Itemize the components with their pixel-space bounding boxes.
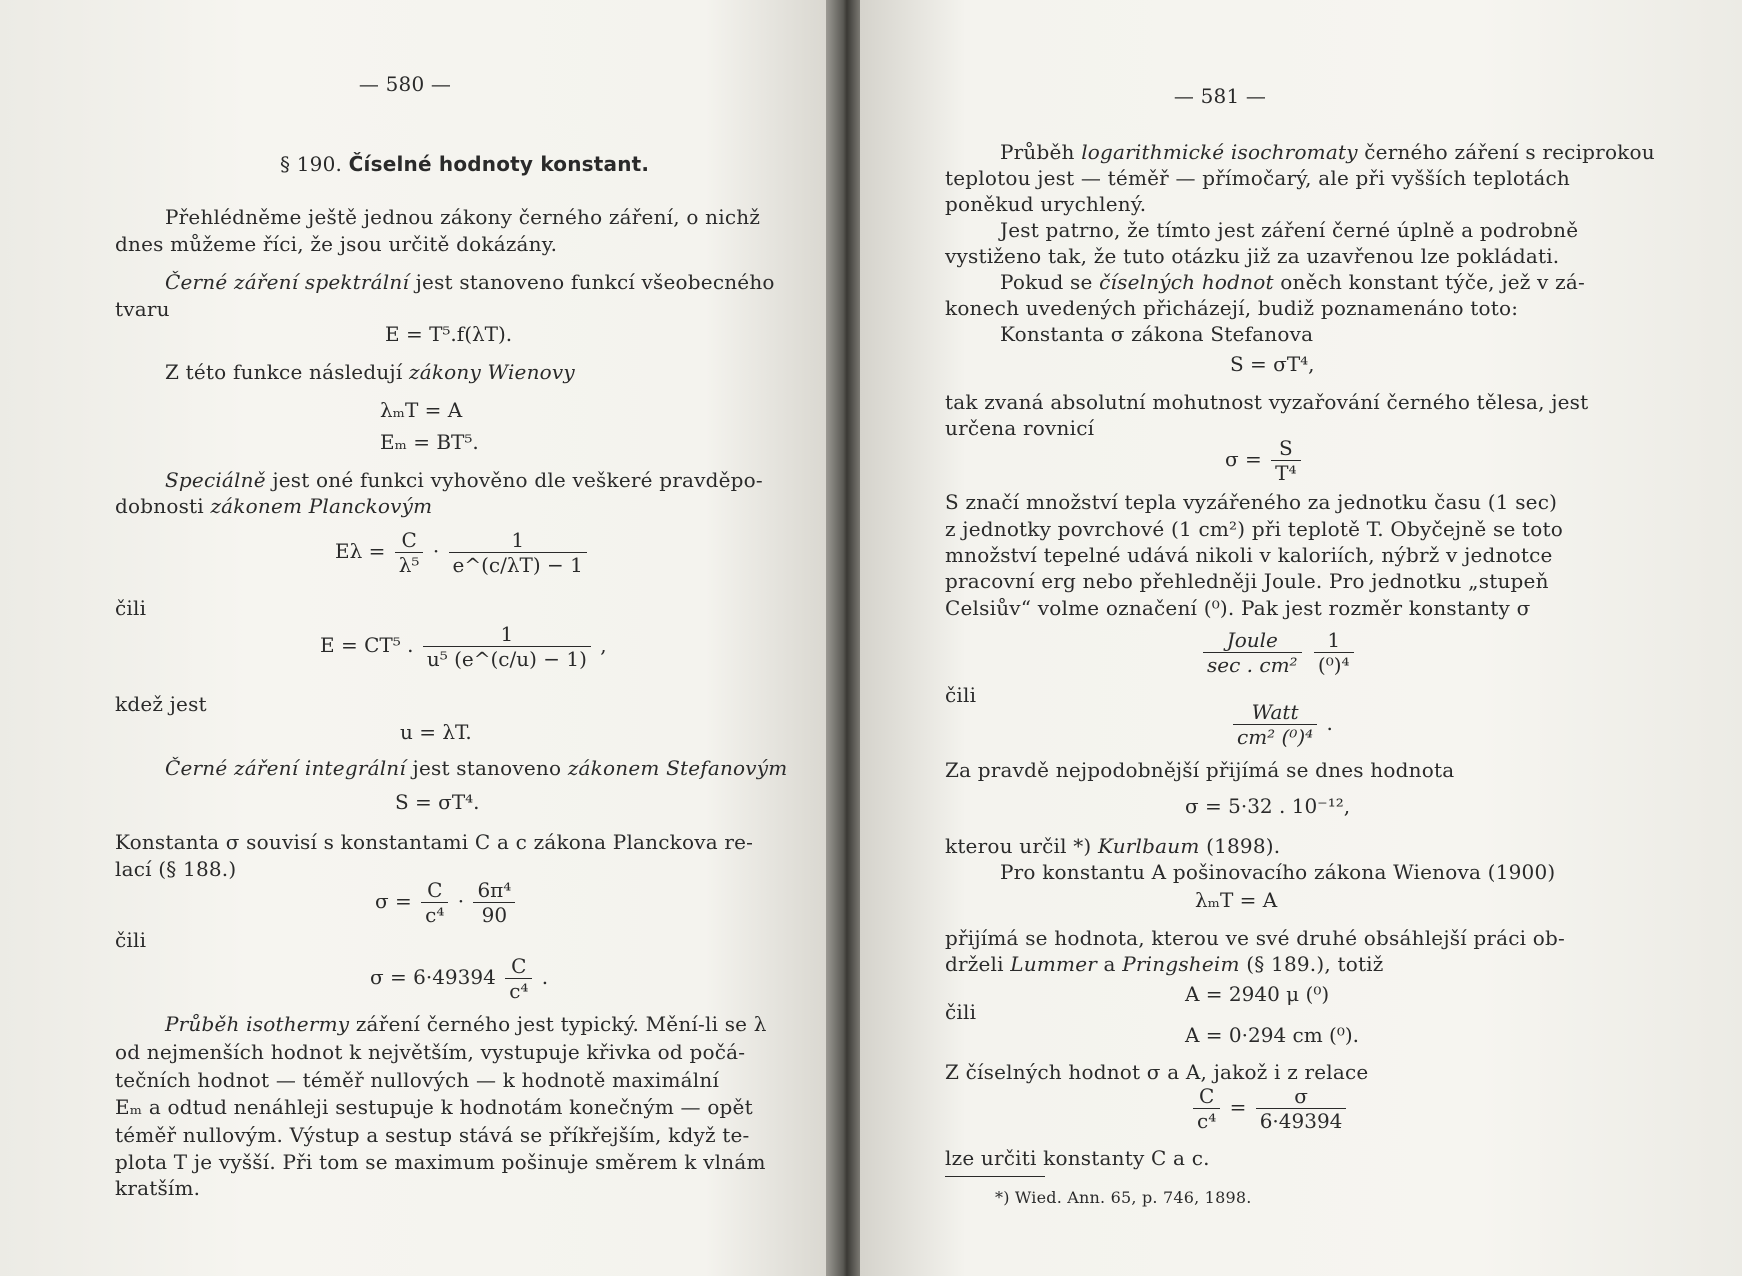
equation: A = 0·294 cm (⁰).: [1185, 1023, 1360, 1047]
equation: u = λT.: [400, 720, 472, 744]
text-line: lze určiti konstanty C a c.: [945, 1146, 1210, 1170]
equation-planck: Eλ = $\frac{C}{\text{λ⁵}}$ · $\frac{1}{e\^{}(c/\lambda T) - 1}$: [335, 528, 590, 577]
text-line: plota T je vyšší. Při tom se maximum pošinuje směrem k vlnám: [115, 1150, 766, 1174]
text-line: od nejmenších hodnot k největším, vystupuje křivka od počá-: [115, 1040, 746, 1064]
section-number: § 190.: [280, 152, 343, 176]
text-line: kdež jest: [115, 692, 207, 716]
equation: λₘT = A: [1195, 888, 1278, 912]
equation-sigma-value: σ = 6·49394 $\frac{C}{\text{c⁴}}$ .: [370, 954, 549, 1003]
text-line: drželi Lummer a Pringsheim (§ 189.), totiž: [945, 952, 1384, 976]
text-line: Eₘ a odtud nenáhleji sestupuje k hodnotám konečným — opět: [115, 1095, 753, 1119]
equation: λₘT = A: [380, 398, 463, 422]
text-line: Černé záření spektrální jest stanoveno funkcí všeobecného: [165, 270, 775, 294]
section-heading: [280, 152, 649, 176]
text-line: Konstanta σ zákona Stefanova: [1000, 322, 1314, 346]
text-line: Průběh logarithmické isochromaty černého záření s reciprokou: [1000, 140, 1655, 164]
equation: A = 2940 μ (⁰): [1185, 982, 1330, 1006]
text-line: Z číselných hodnot σ a A, jakož i z relace: [945, 1060, 1369, 1084]
text-line: přijímá se hodnota, kterou ve své druhé obsáhlejší práci ob-: [945, 926, 1565, 950]
text-line: Pokud se číselných hodnot oněch konstant týče, jež v zá-: [1000, 270, 1585, 294]
text-line: teplotou jest — téměř — přímočarý, ale při vyšších teplotách: [945, 166, 1570, 190]
text-line: poněkud urychlený.: [945, 192, 1147, 216]
equation: S = σT⁴.: [395, 790, 480, 814]
text-line: Celsiův“ volme označení (⁰). Pak jest rozměr konstanty σ: [945, 596, 1531, 620]
text-line: čili: [945, 683, 977, 707]
book-gutter: [826, 0, 864, 1276]
text-line: tak zvaná absolutní mohutnost vyzařování černého tělesa, jest: [945, 390, 1589, 414]
equation: Eₘ = BT⁵.: [380, 430, 479, 454]
text-line: určena rovnicí: [945, 416, 1095, 440]
section-title: Číselné hodnoty konstant.: [348, 152, 650, 176]
text-line: čili: [115, 596, 147, 620]
text-line: čili: [945, 1000, 977, 1024]
text-line: Speciálně jest oné funkci vyhověno dle veškeré pravděpo-: [165, 468, 763, 492]
equation-sigma: σ = $\frac{S}{\text{T⁴}}$: [1225, 436, 1304, 485]
text-line: vystiženo tak, že tuto otázku již za uzavřenou lze pokládati.: [945, 244, 1560, 268]
text-line: Průběh isothermy záření černého jest typický. Mění-li se λ: [165, 1012, 767, 1036]
text-line: dnes můžeme říci, že jsou určitě dokázány.: [115, 232, 558, 256]
text-line: kratším.: [115, 1176, 201, 1200]
page-number: — 581 —: [1173, 84, 1267, 108]
text-line: Za pravdě nejpodobnější přijímá se dnes hodnota: [945, 758, 1455, 782]
text-line: dobnosti zákonem Planckovým: [115, 494, 433, 518]
text-line: Přehlédněme ještě jednou zákony černého záření, o nichž: [165, 205, 761, 229]
text-line: pracovní erg nebo přehledněji Joule. Pro jednotku „stupeň: [945, 569, 1549, 593]
text-line: téměř nullovým. Výstup a sestup stává se příkřejším, když te-: [115, 1123, 750, 1147]
text-line: Z této funkce následují zákony Wienovy: [165, 360, 575, 384]
equation-sigma: σ = $\frac{C}{\text{c⁴}}$ · $\frac{\text{6π⁴}}{90}$: [375, 878, 518, 927]
footnote-rule: [945, 1176, 1045, 1177]
equation-watt: $\frac{\text{Watt}}{\text{cm² (⁰)⁴}}$ .: [1230, 700, 1333, 749]
equation: σ = 5·32 . 10⁻¹²,: [1185, 794, 1351, 818]
text-line: Černé záření integrální jest stanoveno zákonem Stefanovým: [165, 756, 788, 780]
equation-dimension: $\frac{\text{Joule}}{\text{sec . cm²}}$ $\frac{1}{\text{(⁰)⁴}}$: [1200, 628, 1357, 677]
text-line: tečních hodnot — téměř nullových — k hodnotě maximální: [115, 1068, 720, 1092]
equation-relation: $\frac{C}{\text{c⁴}}$ = $\frac{\sigma}{6\cdot 49394}$: [1190, 1084, 1349, 1133]
text-line: Konstanta σ souvisí s konstantami C a c zákona Planckova re-: [115, 830, 754, 854]
left-page: [0, 0, 830, 1276]
footnote: *) Wied. Ann. 65, p. 746, 1898.: [995, 1188, 1252, 1207]
text-line: lací (§ 188.): [115, 857, 237, 881]
right-page: [860, 0, 1742, 1276]
text-line: čili: [115, 928, 147, 952]
text-line: Jest patrno, že tímto jest záření černé úplně a podrobně: [1000, 218, 1579, 242]
text-line: množství tepelné udává nikoli v kaloriích, nýbrž v jednotce: [945, 543, 1553, 567]
page-number: — 580 —: [358, 72, 452, 96]
text-line: kterou určil *) Kurlbaum (1898).: [945, 834, 1281, 858]
text-line: z jednotky povrchové (1 cm²) při teplotě T. Obyčejně se toto: [945, 517, 1564, 541]
equation: S = σT⁴,: [1230, 352, 1315, 376]
equation: E = T⁵.f(λT).: [385, 322, 513, 346]
text-line: Pro konstantu A pošinovacího zákona Wienova (1900): [1000, 860, 1556, 884]
equation-planck-u: E = CT⁵ . $\frac{1}{\text{u⁵ (e\textasciicircum{}(c/u) − 1)}}$ ,: [320, 622, 607, 671]
text-line: S značí množství tepla vyzářeného za jednotku času (1 sec): [945, 490, 1558, 514]
text-line: konech uvedených přicházejí, budiž poznamenáno toto:: [945, 296, 1519, 320]
text-line: tvaru: [115, 297, 170, 321]
